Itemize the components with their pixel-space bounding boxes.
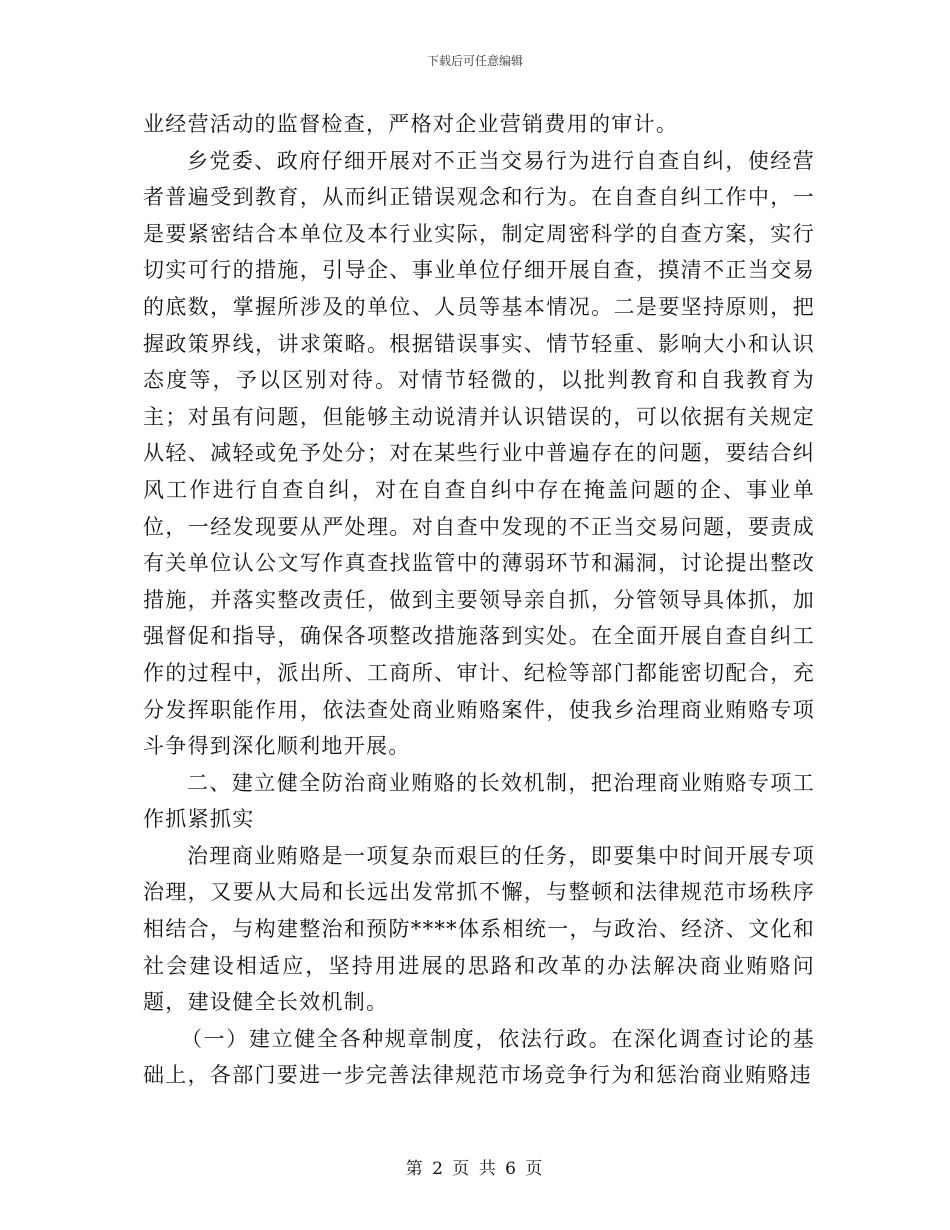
paragraph-self-inspection: 乡党委、政府仔细开展对不正当交易行为进行自查自纠，使经营者普遍受到教育，从而纠正错误观念和行为。在自查自纠工作中，一是要紧密结合本单位及本行业实际，制定周密科学的自查方案，实行切实可行的措施，引导企、事业单位仔细开展自查，摸清不正当交易的底数，掌握所涉及的单位、人员等基本情况。二是要坚持原则，把握政策界线，讲求策略。根据错误事实、情节轻重、影响大小和认识态度等，予以区别对待。对情节轻微的，以批判教育和自我教育为主；对虽有问题，但能够主动说清并认识错误的，可以依据有关规定从轻、减轻或免予处分；对在某些行业中普遍存在的问题，要结合纠风工作进行自查自纠，对在自查自纠中存在掩盖问题的企、事业单位，一经发现要从严处理。对自查中发现的不正当交易问题，要责成有关单位认公文写作真查找监管中的薄弱环节和漏洞，讨论提出整改措施，并落实整改责任，做到主要领导亲自抓，分管领导具体抓，加强督促和指导，确保各项整改措施落到实处。在全面开展自查自纠工作的过程中，派出所、工商所、审计、纪检等部门都能密切配合，充分发挥职能作用，依法查处商业贿赂案件，使我乡治理商业贿赂专项斗争得到深化顺利地开展。 <box>143 148 815 759</box>
paragraph-subsection-one: （一）建立健全各种规章制度，依法行政。在深化调查讨论的基础上，各部门要进一步完善法律规范市场竞争行为和惩治商业贿赂违 <box>143 1026 815 1088</box>
section-heading: 二、建立健全防治商业贿赂的长效机制，把治理商业贿赂专项工作抓紧抓实 <box>143 770 815 832</box>
page-number: 第 2 页 共 6 页 <box>405 1159 545 1179</box>
paragraph-long-term-mechanism: 治理商业贿赂是一项复杂而艰巨的任务，即要集中时间开展专项治理，又要从大局和长远出发常抓不懈，与整顿和法律规范市场秩序相结合，与构建整治和预防****体系相统一，与政治、经济、文化和社会建设相适应，坚持用进展的思路和改革的办法解决商业贿赂问题，建设健全长效机制。 <box>143 843 815 1015</box>
page-header: 下载后可任意编辑 <box>426 54 523 68</box>
document-body <box>143 106 815 1094</box>
paragraph-continuation: 业经营活动的监督检查，严格对企业营销费用的审计。 <box>143 112 679 136</box>
